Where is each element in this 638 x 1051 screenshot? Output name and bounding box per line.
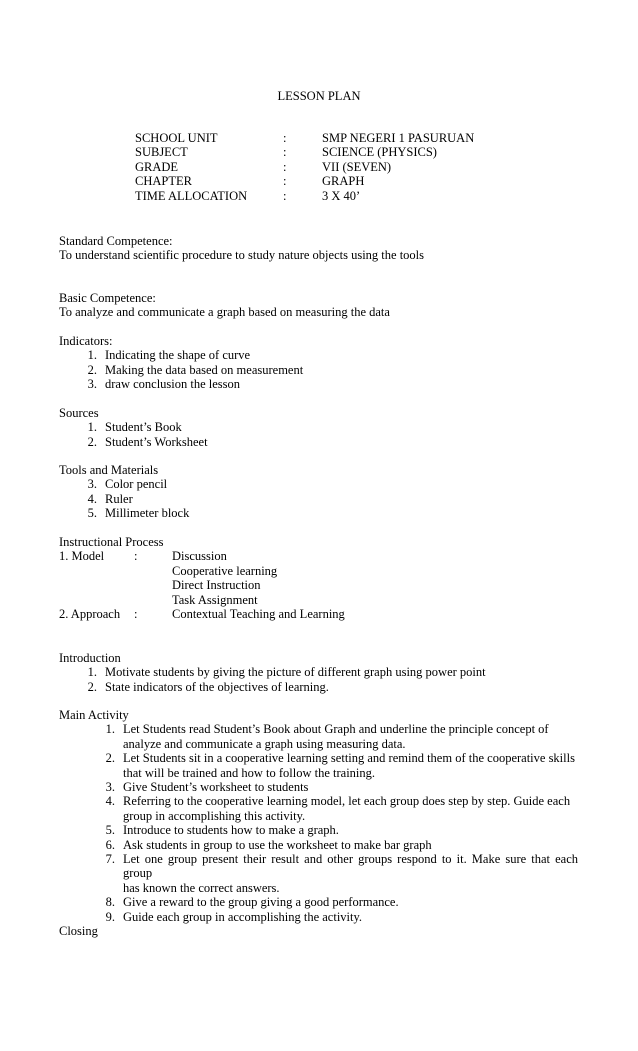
standard-competence-section xyxy=(59,234,579,263)
list-number: 2. xyxy=(105,751,115,766)
info-colon: : xyxy=(283,131,287,145)
list-number: 6. xyxy=(105,837,115,852)
instructional-process-section xyxy=(59,535,579,621)
info-key: SUBJECT xyxy=(135,145,188,160)
main-activity-section xyxy=(59,708,579,939)
list-item xyxy=(59,477,579,491)
list-item xyxy=(59,680,579,694)
list-item xyxy=(59,838,579,852)
list-text-line: Give Student’s worksheet to students xyxy=(123,780,309,795)
indicators-list xyxy=(59,348,579,391)
info-colon: : xyxy=(283,145,287,160)
info-key: CHAPTER xyxy=(135,174,192,189)
model-item: Discussion xyxy=(172,549,227,564)
info-value: GRAPH xyxy=(322,174,365,189)
list-text xyxy=(123,895,578,909)
introduction-section xyxy=(59,651,579,694)
section-heading: Main Activity xyxy=(59,708,129,722)
approach-row xyxy=(59,607,579,621)
list-text xyxy=(123,823,578,837)
list-text: State indicators of the objectives of learning. xyxy=(105,679,329,694)
list-text xyxy=(123,780,578,794)
list-text-line: that will be trained and how to follow the training. xyxy=(123,765,376,780)
list-number: 2. xyxy=(87,362,97,377)
list-number: 1. xyxy=(87,420,97,435)
indicators-section xyxy=(59,334,579,392)
list-number: 5. xyxy=(87,506,97,521)
list-item xyxy=(59,722,579,751)
list-text: Indicating the shape of curve xyxy=(105,348,251,363)
model-colon: : xyxy=(134,549,138,564)
list-text-line: Give a reward to the group giving a good performance. xyxy=(123,895,399,910)
info-row-subject xyxy=(135,145,474,159)
closing-heading: Closing xyxy=(59,924,98,939)
list-text xyxy=(123,838,578,852)
info-row-grade xyxy=(135,160,474,174)
info-key: TIME ALLOCATION xyxy=(135,188,248,203)
list-number: 1. xyxy=(87,665,97,680)
section-text: To analyze and communicate a graph based on measuring the data xyxy=(59,305,390,320)
approach-colon: : xyxy=(134,607,138,622)
sources-list xyxy=(59,420,579,449)
section-heading: Basic Competence: xyxy=(59,291,156,305)
list-text-line: analyze and communicate a graph using measuring data. xyxy=(123,736,406,751)
list-text: Making the data based on measurement xyxy=(105,362,304,377)
list-item xyxy=(59,895,579,909)
list-number: 2. xyxy=(87,434,97,449)
list-number: 1. xyxy=(105,722,115,737)
section-heading: Tools and Materials xyxy=(59,463,159,477)
basic-competence-section xyxy=(59,291,579,320)
list-text-line: Let Students read Student’s Book about Graph and underline the principle concept of xyxy=(123,722,549,737)
section-heading: Sources xyxy=(59,406,99,420)
list-text xyxy=(123,722,578,751)
list-number: 8. xyxy=(105,895,115,910)
sources-section xyxy=(59,406,579,449)
list-item xyxy=(59,377,579,391)
list-text: draw conclusion the lesson xyxy=(105,377,241,392)
list-item xyxy=(59,420,579,434)
list-item xyxy=(59,506,579,520)
section-heading: Instructional Process xyxy=(59,535,164,549)
model-item: Cooperative learning xyxy=(172,563,278,578)
info-key: GRADE xyxy=(135,159,179,174)
list-text: Ruler xyxy=(105,491,133,506)
list-item xyxy=(59,852,579,895)
approach-label: 2. Approach xyxy=(59,607,121,622)
list-text-line: Introduce to students how to make a graph. xyxy=(123,823,339,838)
info-colon: : xyxy=(283,188,287,203)
section-heading: Standard Competence: xyxy=(59,234,173,248)
list-text: Student’s Book xyxy=(105,420,182,435)
list-item xyxy=(59,348,579,362)
info-value: SMP NEGERI 1 PASURUAN xyxy=(322,131,475,145)
model-label: 1. Model xyxy=(59,549,105,564)
info-colon: : xyxy=(283,159,287,174)
section-heading: Indicators: xyxy=(59,334,113,348)
list-number: 5. xyxy=(105,823,115,838)
approach-value: Contextual Teaching and Learning xyxy=(172,607,345,622)
list-item xyxy=(59,780,579,794)
list-text: Motivate students by giving the picture of different graph using power point xyxy=(105,665,486,680)
info-key: SCHOOL UNIT xyxy=(135,131,218,145)
model-item: Direct Instruction xyxy=(172,578,261,593)
model-item: Task Assignment xyxy=(172,592,258,607)
list-text-line: Ask students in group to use the worksheet to make bar graph xyxy=(123,837,432,852)
tools-list xyxy=(59,477,579,520)
list-text-line: Let Students sit in a cooperative learning setting and remind them of the cooperative skills xyxy=(123,751,575,766)
list-item xyxy=(59,823,579,837)
info-row-chapter xyxy=(135,174,474,188)
list-item xyxy=(59,751,579,780)
list-item xyxy=(59,910,579,924)
introduction-list xyxy=(59,665,579,694)
list-text-line: Referring to the cooperative learning model, let each group does step by step. Guide each xyxy=(123,794,571,809)
list-item xyxy=(59,794,579,823)
info-colon: : xyxy=(283,174,287,189)
list-number: 2. xyxy=(87,679,97,694)
info-value: VII (SEVEN) xyxy=(322,159,392,174)
list-number: 3. xyxy=(87,477,97,492)
page-title: LESSON PLAN xyxy=(277,89,361,103)
info-value: SCIENCE (PHYSICS) xyxy=(322,145,437,160)
info-row-school-unit xyxy=(135,131,474,145)
section-text: To understand scientific procedure to study nature objects using the tools xyxy=(59,248,425,263)
list-number: 4. xyxy=(105,794,115,809)
list-text-line: has known the correct answers. xyxy=(123,880,280,895)
list-item xyxy=(59,435,579,449)
list-text xyxy=(123,751,578,780)
list-text xyxy=(123,794,578,823)
model-items xyxy=(172,549,277,607)
list-text-line: Guide each group in accomplishing the activity. xyxy=(123,909,363,924)
list-number: 3. xyxy=(105,780,115,795)
list-text-line: group in accomplishing this activity. xyxy=(123,808,306,823)
list-item xyxy=(59,363,579,377)
list-number: 9. xyxy=(105,909,115,924)
list-text xyxy=(123,852,578,895)
list-text-line: Let one group present their result and other groups respond to it. Make sure that each group xyxy=(123,852,578,881)
info-row-time-allocation xyxy=(135,189,474,203)
list-number: 3. xyxy=(87,377,97,392)
list-text: Color pencil xyxy=(105,477,168,492)
list-text: Student’s Worksheet xyxy=(105,434,208,449)
list-number: 4. xyxy=(87,491,97,506)
model-row xyxy=(59,549,579,607)
section-heading: Introduction xyxy=(59,651,121,665)
list-item xyxy=(59,492,579,506)
list-text xyxy=(123,910,578,924)
list-number: 7. xyxy=(105,852,115,867)
lesson-info-table xyxy=(135,131,474,203)
tools-section xyxy=(59,463,579,521)
list-number: 1. xyxy=(87,348,97,363)
list-text: Millimeter block xyxy=(105,506,190,521)
list-item xyxy=(59,665,579,679)
main-activity-list xyxy=(59,722,579,924)
info-value: 3 X 40’ xyxy=(322,188,361,203)
